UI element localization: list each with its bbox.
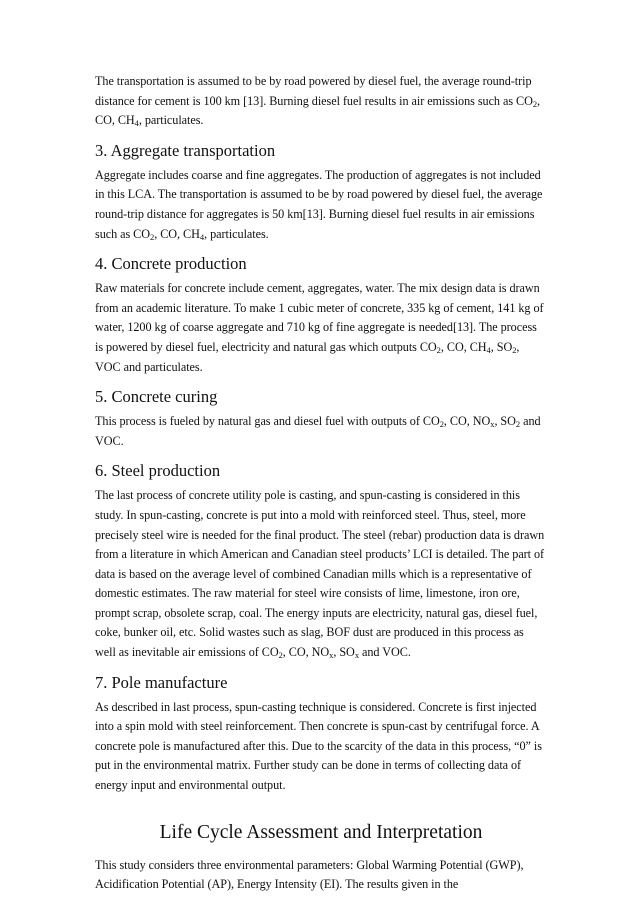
document-page (95, 72, 547, 895)
section-concrete-curing (95, 386, 547, 451)
main-section-body: This study considers three environmental parameters: Global Warming Potential (GWP), Acidification Potential (AP), Energy Intensity (EI). The results given in the (95, 857, 524, 892)
section-heading: 6. Steel production (95, 461, 221, 481)
section-pole-manufacture (95, 672, 547, 796)
section-concrete-production (95, 253, 547, 377)
section-heading: 7. Pole manufacture (95, 672, 228, 692)
intro-paragraph: The transportation is assumed to be by road powered by diesel fuel, the average round-trip distance for cement is 100 km [13]. Burning diesel fuel results in air emissions such as $CO_2$, CO, $CH_4$, particulates. (95, 74, 541, 129)
section-heading: 4. Concrete production (95, 254, 247, 274)
section-steel-production (95, 460, 547, 662)
section-body: This process is fueled by natural gas and diesel fuel with outputs of $CO_2$, CO, $NO_x$, $SO_2$ and VOC. (95, 414, 541, 448)
section-body: Aggregate includes coarse and fine aggregates. The production of aggregates is not included in this LCA. The transportation is assumed to be by road powered by diesel fuel, the average round-trip distance for aggregates is 50 km[13]. Burning diesel fuel results in air emissions such as $CO_2$, CO, $CH_4$, particulates. (95, 167, 543, 242)
main-section-title: Life Cycle Assessment and Interpretation (159, 821, 483, 843)
section-aggregate-transportation (95, 140, 547, 244)
section-body: The last process of concrete utility pole is casting, and spun-casting is considered in this study. In spun-casting, concrete is put into a mold with reinforced steel. Thus, steel, more precisely steel wire is needed for the final product. The steel (rebar) production data is drawn from a literature in which American and Canadian steel products’ LCI is detailed. The part of data is based on the average level of combined Canadian mills which is a representative of domestic estimates. The raw material for steel wire consists of lime, limestone, iron ore, prompt scrap, obsolete scrap, coal. The energy inputs are electricity, natural gas, diesel fuel, coke, bunker oil, etc. Solid wastes such as slag, BOF dust are produced in this process as well as inevitable air emissions of $CO_2$, CO, $NO_x$, $SO_x$ and VOC. (95, 488, 545, 661)
section-heading: 3. Aggregate transportation (95, 140, 276, 160)
section-body: Raw materials for concrete include cement, aggregates, water. The mix design data is drawn from an academic literature. To make 1 cubic meter of concrete, 335 kg of cement, 141 kg of water, 1200 kg of coarse aggregate and 710 kg of fine aggregate is needed[13]. The process is powered by diesel fuel, electricity and natural gas which outputs $CO_2$, CO, $CH_4$, $SO_2$, VOC and particulates. (95, 281, 544, 374)
section-body: As described in last process, spun-casting technique is considered. Concrete is first injected into a spin mold with steel reinforcement. Then concrete is spun-cast by centrifugal force. A concrete pole is manufactured after this. Due to the scarcity of the data in this process, “0” is put in the environmental matrix. Further study can be done in terms of collecting data of energy input and environmental output. (95, 699, 542, 793)
section-heading: 5. Concrete curing (95, 387, 218, 407)
